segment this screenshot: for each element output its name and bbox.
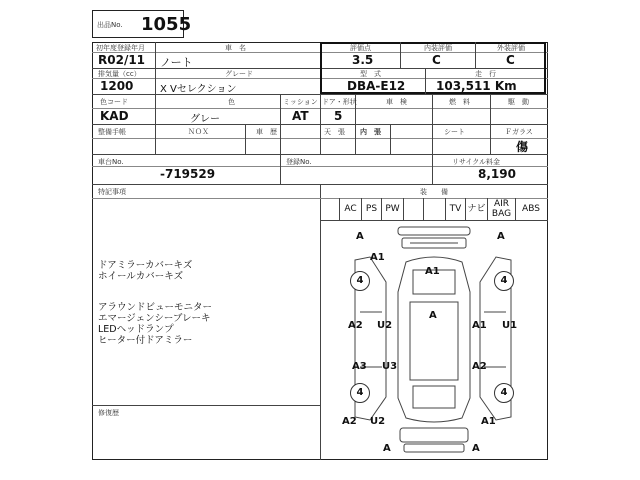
- score-label: 評価点: [350, 44, 371, 52]
- damage-roof: A: [429, 310, 437, 321]
- damage-front-bumper: A1: [370, 252, 385, 263]
- equipment-blank: [424, 198, 446, 220]
- damage-rear-bumper-left: A: [383, 443, 391, 454]
- note-line: ドアミラーカバーキズ: [98, 260, 193, 271]
- inner-panel-label: 内 張: [360, 128, 381, 136]
- tire-rear-right: 4: [494, 383, 514, 403]
- doors: 5: [334, 109, 343, 123]
- interior-grade-label: 内装評価: [424, 44, 452, 52]
- nox-label: ＮＯＸ: [188, 128, 209, 136]
- grid-line: [280, 124, 281, 154]
- grid-line: [390, 124, 391, 154]
- model-code: DBA-E12: [347, 79, 406, 93]
- mission: AT: [292, 109, 309, 123]
- color-code: KAD: [100, 109, 129, 123]
- damage-front-left: A: [356, 231, 364, 242]
- grid-line: [490, 94, 491, 124]
- damage-right-front-door: A1: [472, 320, 487, 331]
- fuel-label: 燃 料: [449, 98, 470, 106]
- front-glass-label: Ｆガラス: [505, 128, 533, 136]
- equipment-row: [320, 198, 548, 221]
- damage-rear-right: A1: [481, 416, 496, 427]
- equipment-tv: TV: [446, 198, 466, 220]
- color: グレー: [190, 114, 220, 125]
- grid-line: [155, 124, 156, 154]
- recycle-fee: 8,190: [478, 167, 516, 181]
- note-line: エマージェンシーブレーキ: [98, 313, 211, 324]
- mileage: 103,511 Km: [436, 79, 517, 93]
- equipment-navi: ナビ: [466, 198, 488, 220]
- drive-label: 駆 動: [508, 98, 529, 106]
- note-line: LEDヘッドランプ: [98, 324, 174, 335]
- equipment-label: 装 備: [420, 188, 448, 196]
- damage-front-right: A: [497, 231, 505, 242]
- ceiling-label: 天 張: [324, 128, 345, 136]
- grid-line: [92, 154, 548, 155]
- grid-line: [490, 124, 491, 154]
- damage-rear-left: A2: [342, 416, 357, 427]
- grid-line: [355, 124, 356, 154]
- front-glass: 傷: [516, 140, 529, 154]
- lot-number-label: 出品No.: [97, 21, 123, 29]
- damage-left-front-door: A2: [348, 320, 363, 331]
- car-name-label: 車 名: [225, 44, 246, 52]
- car-name: ノート: [160, 56, 193, 69]
- tire-front-right: 4: [494, 271, 514, 291]
- damage-rear-bumper-right: A: [472, 443, 480, 454]
- mission-label: ミッション: [283, 98, 318, 106]
- grid-line: [432, 94, 433, 124]
- history-label: 車 歴: [256, 128, 277, 136]
- grid-line: [320, 124, 321, 154]
- grid-line: [475, 42, 476, 68]
- grid-line: [425, 68, 426, 94]
- repair-history-label: 修復歴: [98, 409, 119, 417]
- grade: X Vセレクション: [160, 84, 237, 95]
- maintenance-book-label: 整備手帳: [98, 128, 126, 136]
- displacement-label: 排気量（cc）: [98, 70, 141, 78]
- reg-date-label: 初年度登録年月: [96, 44, 145, 52]
- lot-number: 1055: [141, 14, 192, 35]
- equipment-ac: AC: [340, 198, 362, 220]
- notes-label: 特記事項: [98, 188, 126, 196]
- tire-rear-left: 4: [350, 383, 370, 403]
- interior-grade: C: [432, 53, 441, 67]
- equipment-blank: [320, 198, 340, 220]
- grid-line: [280, 154, 281, 184]
- score: 3.5: [352, 53, 374, 67]
- reg-date: R02/11: [98, 53, 146, 67]
- displacement: 1200: [100, 79, 134, 93]
- grid-line: [245, 124, 246, 154]
- registration-number-label: 登録No.: [286, 158, 312, 166]
- grid-line: [155, 94, 156, 124]
- equipment-blank: [404, 198, 424, 220]
- exterior-grade-label: 外装評価: [497, 44, 525, 52]
- damage-left-front-door-dent: U2: [377, 320, 393, 331]
- equipment-abs: ABS: [522, 204, 540, 214]
- color-code-label: 色コード: [100, 98, 128, 106]
- doors-label: ドア・形状: [322, 98, 357, 106]
- equipment-ps: PS: [362, 198, 382, 220]
- mileage-label: 走 行: [475, 70, 496, 78]
- equipment-airbag: AIR BAG: [488, 198, 516, 220]
- damage-left-rear-door-dent: U3: [382, 361, 398, 372]
- seat-label: シート: [444, 128, 465, 136]
- note-line: ヒーター付ドアミラー: [98, 335, 193, 346]
- note-line: ホイールカバーキズ: [98, 271, 184, 282]
- damage-right-rear-door: A2: [472, 361, 487, 372]
- grid-line: [155, 42, 156, 68]
- damage-right-front-door-dent: U1: [502, 320, 518, 331]
- grid-line: [92, 405, 320, 406]
- chassis-number-label: 車台No.: [98, 158, 124, 166]
- grid-line: [432, 124, 433, 154]
- model-code-label: 型 式: [360, 70, 381, 78]
- damage-left-rear-door: A3: [352, 361, 367, 372]
- recycle-fee-label: リサイクル料金: [452, 158, 501, 166]
- exterior-grade: C: [506, 53, 515, 67]
- color-label: 色: [228, 98, 235, 106]
- chassis-number: -719529: [160, 167, 216, 181]
- grid-line: [400, 42, 401, 68]
- tire-front-left: 4: [350, 271, 370, 291]
- grid-line: [432, 154, 433, 184]
- damage-hood: A1: [425, 266, 440, 277]
- damage-rear-left-dent: U2: [370, 416, 386, 427]
- lot-number-box: [92, 10, 192, 38]
- grid-line: [280, 94, 281, 124]
- note-line: アラウンドビューモニター: [98, 302, 213, 313]
- grade-label: グレード: [225, 70, 253, 78]
- grid-line: [155, 68, 156, 94]
- equipment-pw: PW: [382, 198, 404, 220]
- inspection-label: 車 検: [386, 98, 407, 106]
- grid-line: [320, 94, 321, 124]
